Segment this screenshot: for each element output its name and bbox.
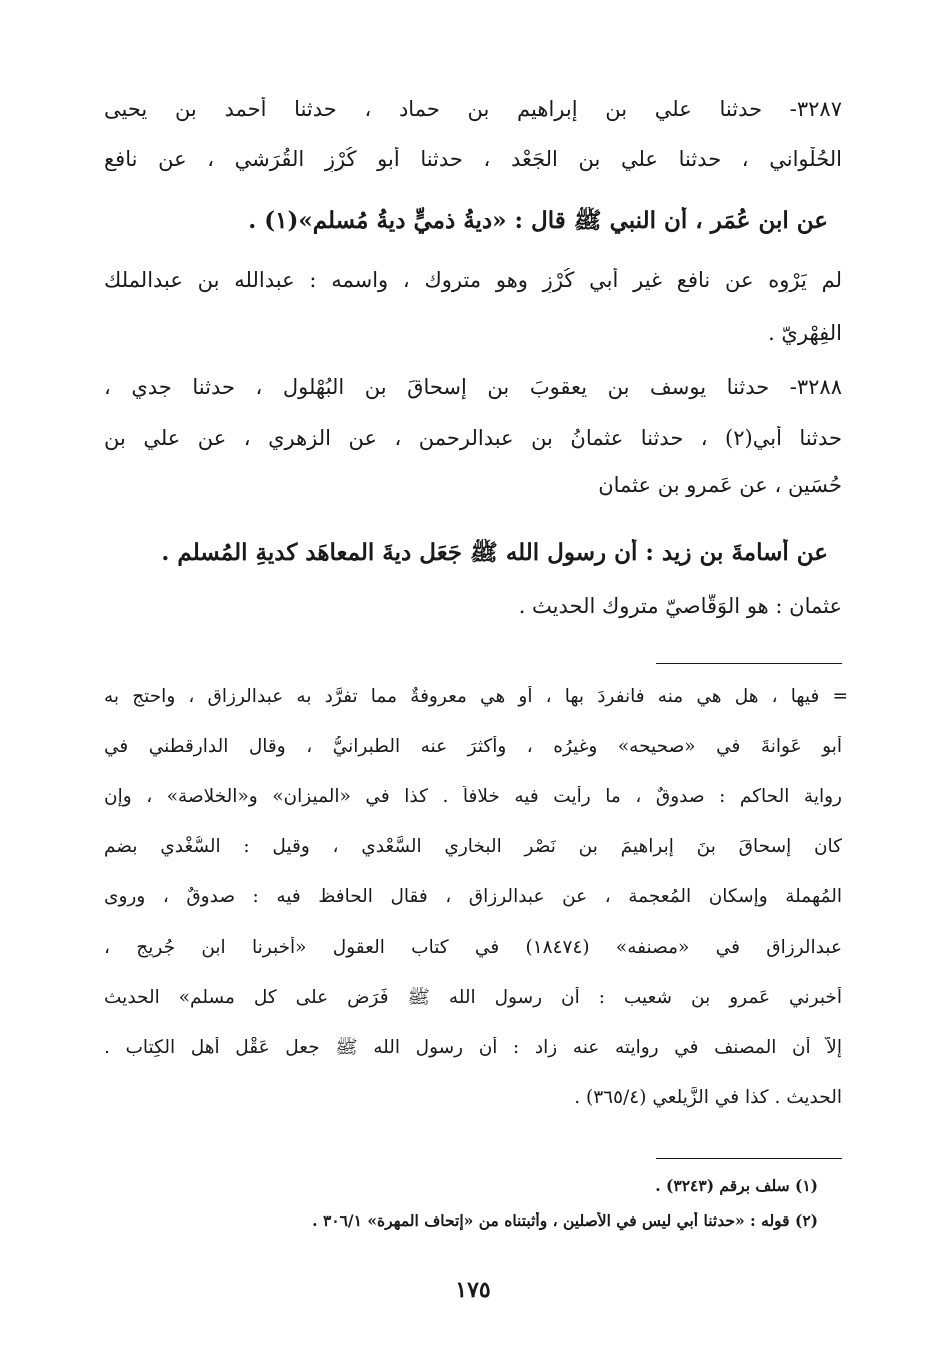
hadith-3287-matn: عن ابن عُمَر ، أن النبي ﷺ قال : «ديةُ ذميٍّ ديةُ مُسلم»(١) . [248,207,828,234]
hadith-3288-isnad-line-2: حدثنا أبي(٢) ، حدثنا عثمانُ بن عبدالرحمن ، عن الزهري ، عن علي بن [104,426,842,450]
continued-note-line-4: كان إسحاقَ بنَ إبراهيمَ بنِ نَصْر البخاري السَّعْدي ، وقيل : السُّغْدي بضم [104,836,842,857]
footnotes-separator [656,1158,842,1159]
hadith-3287-isnad-line-1: ٣٢٨٧- حدثنا علي بن إبراهيم بن حماد ، حدثنا أحمد بن يحيى [104,97,842,121]
footnote-1: (١) سلف برقم (٣٢٤٣) . [655,1177,818,1195]
hadith-3287-comment-line-1: لم يَرْوِه عن نافع غير أبي كُرْزٍ وهو متروك ، واسمه : عبدالله بن عبدالملك [104,268,842,292]
continued-note-line-3: رواية الحاكم : صدوقٌ ، ما رأيت فيه خلافاً . كذا في «الميزان» و«الخلاصة» ، وإن [104,786,842,807]
hadith-3288-comment: عثمان : هو الوَقَّاصيّ متروك الحديث . [518,594,842,618]
continued-note-line-1: = فيها ، هل هي منه فانفردَ بها ، أو هي معروفةٌ مما تفرَّد به عبدالرزاق ، واحتج به [104,686,848,707]
continued-note-line-7: أخبرني عَمرو بن شعيب : أن رسول الله ﷺ فَرَض على كل مسلم» الحديث [104,987,842,1008]
page-number: ١٧٥ [455,1277,491,1303]
continued-note-line-8: إلاَّ أن المصنف في روايته عنه زاد : أن رسول الله ﷺ جعل عَقْل أهل الكِتاب . [104,1037,842,1058]
hadith-3287-isnad-line-2: الحُلْواني ، حدثنا علي بن الجَعْد ، حدثنا أبو كُرْزٍ القُرَشي ، عن نافع [104,147,842,171]
continued-note-line-5: المُهملة وإسكان المُعجمة ، عن عبدالرزاق ، فقال الحافظ فيه : صدوقٌ ، وروى [104,886,842,907]
hadith-3287-comment-line-2: الفِهْريّ . [768,321,842,345]
continued-note-line-2: أبو عَوانةَ في «صحيحه» وغيرُه ، وأكثرَ عنه الطبرانيُّ ، وقال الدارقطني في [104,736,842,757]
hadith-3288-isnad-line-3: حُسَين ، عن عَمرو بن عثمان [598,473,842,497]
notes-separator [656,663,842,664]
hadith-3288-isnad-line-1: ٣٢٨٨- حدثنا يوسف بن يعقوبَ بن إسحاقَ بن البُهْلول ، حدثنا جدي ، [104,375,842,399]
footnote-2: (٢) قوله : «حدثنا أبي ليس في الأصلين ، وأثبتناه من «إتحاف المهرة» ٣٠٦/١ . [312,1212,818,1230]
continued-note-line-6: عبدالرزاق في «مصنفه» (١٨٤٧٤) في كتاب العقول «أخبرنا ابن جُريج ، [104,937,842,958]
continued-note-line-9: الحديث . كذا في الزَّيلعي (٣٦٥/٤) . [574,1087,842,1108]
hadith-3288-matn: عن أُسامةَ بن زيد : أن رسول الله ﷺ جَعَل ديةَ المعاهَد كديةِ المُسلم . [161,539,828,566]
